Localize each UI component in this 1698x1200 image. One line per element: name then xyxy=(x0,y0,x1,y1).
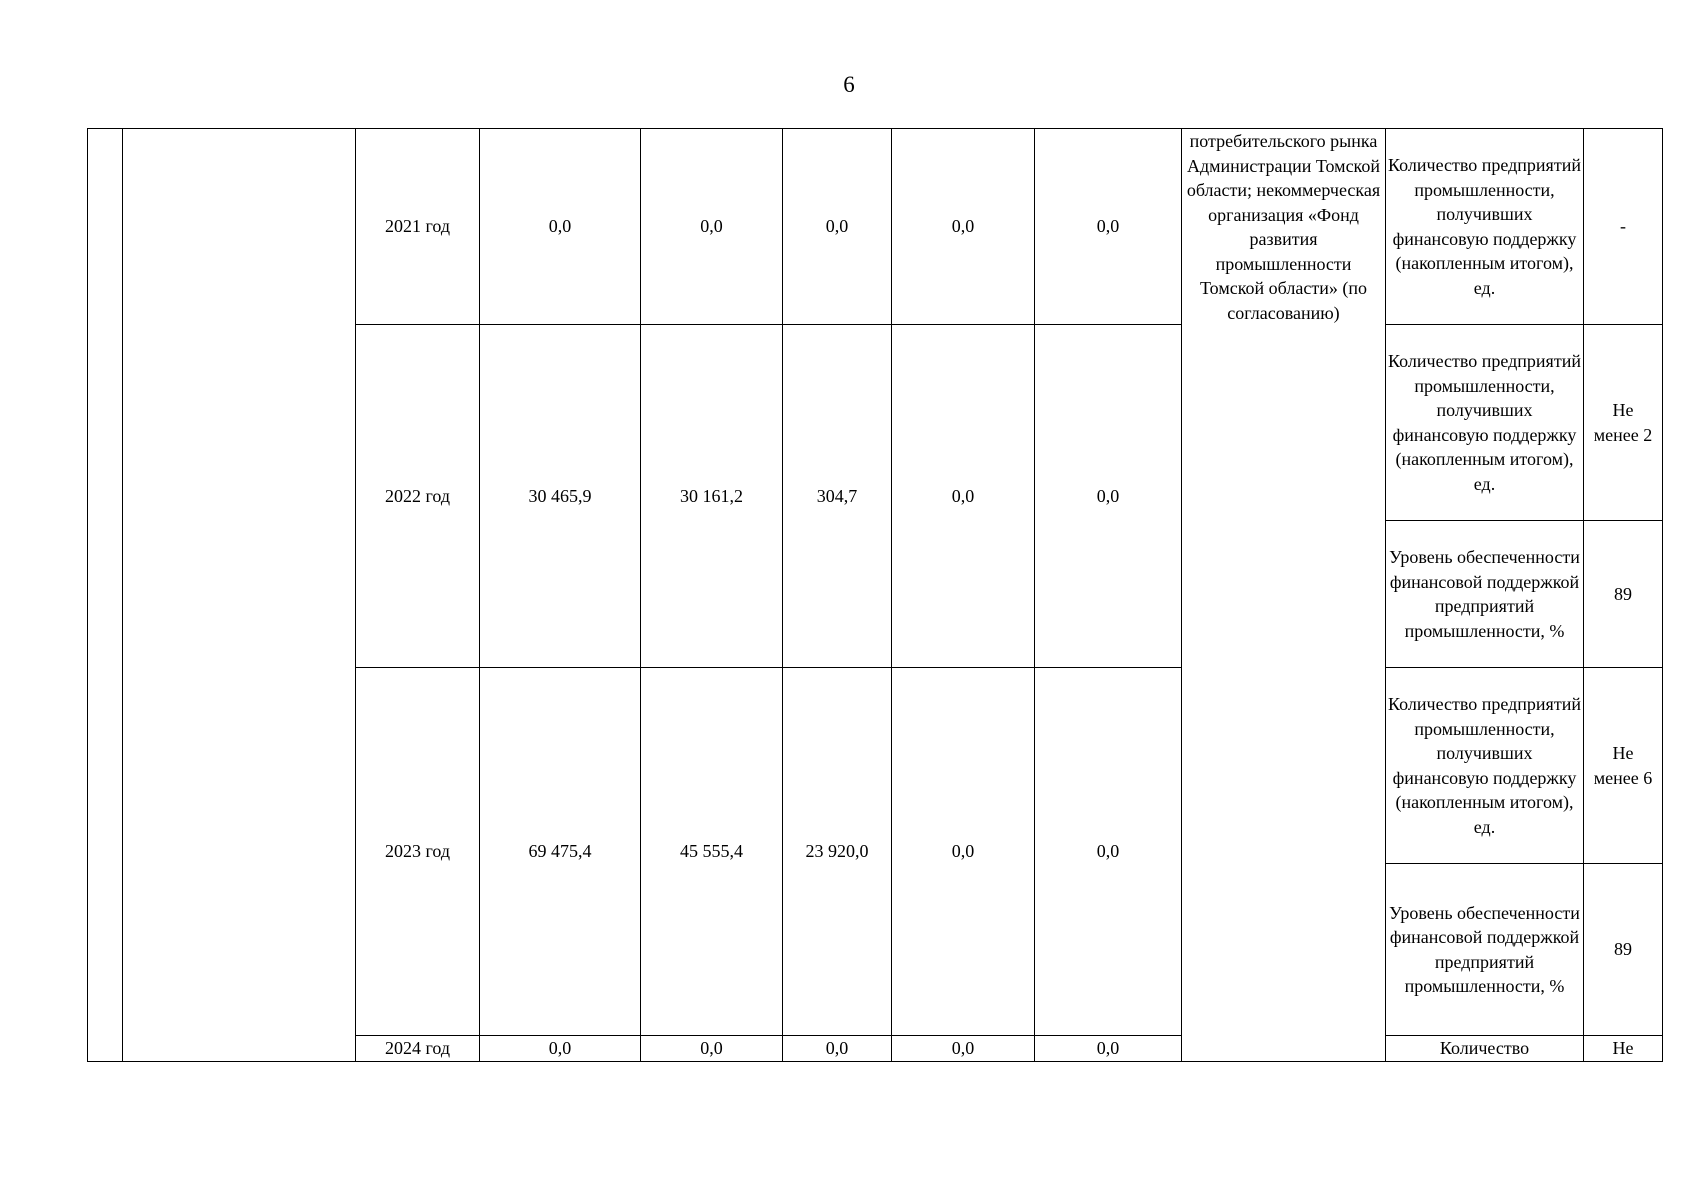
indicator-name-cell: Количество предприятий промышленности, получивших финансовую поддержку (накопленным итогом), ед. xyxy=(1386,129,1584,325)
value-cell: 0,0 xyxy=(892,668,1035,1036)
indicator-name-cell: Количество предприятий промышленности, получивших финансовую поддержку (накопленным итогом), ед. xyxy=(1386,325,1584,521)
indicator-name-cell: Уровень обеспеченности финансовой поддержкой предприятий промышленности, % xyxy=(1386,864,1584,1036)
table-row xyxy=(88,129,1663,325)
value-cell: 0,0 xyxy=(1035,668,1182,1036)
indicator-value-cell: 89 xyxy=(1584,864,1663,1036)
year-cell: 2022 год xyxy=(356,325,480,668)
year-cell: 2021 год xyxy=(356,129,480,325)
value-cell: 0,0 xyxy=(783,129,892,325)
page-number: 6 xyxy=(843,72,855,97)
indicator-value-cell: Не xyxy=(1584,1036,1663,1062)
value-cell: 0,0 xyxy=(480,129,641,325)
number-column-cell xyxy=(88,129,123,1062)
value-cell: 0,0 xyxy=(1035,325,1182,668)
value-cell: 0,0 xyxy=(641,1036,783,1062)
value-cell: 0,0 xyxy=(480,1036,641,1062)
value-cell: 45 555,4 xyxy=(641,668,783,1036)
value-cell: 0,0 xyxy=(641,129,783,325)
value-cell: 0,0 xyxy=(783,1036,892,1062)
indicator-name-cell: Уровень обеспеченности финансовой поддержкой предприятий промышленности, % xyxy=(1386,521,1584,668)
value-cell: 304,7 xyxy=(783,325,892,668)
indicator-value: Не менее 2 xyxy=(1593,400,1653,445)
measure-name-cell xyxy=(123,129,356,1062)
indicator-value-cell: 89 xyxy=(1584,521,1663,668)
program-table xyxy=(87,128,1663,1062)
indicator-value: Не менее 6 xyxy=(1593,743,1653,788)
indicator-name-cell: Количество xyxy=(1386,1036,1584,1062)
value-cell: 0,0 xyxy=(892,129,1035,325)
indicator-value-cell: - xyxy=(1584,129,1663,325)
value-cell: 30 465,9 xyxy=(480,325,641,668)
value-cell: 0,0 xyxy=(892,325,1035,668)
indicator-name-cell: Количество предприятий промышленности, получивших финансовую поддержку (накопленным итогом), ед. xyxy=(1386,668,1584,864)
value-cell: 0,0 xyxy=(892,1036,1035,1062)
value-cell: 0,0 xyxy=(1035,1036,1182,1062)
value-cell: 23 920,0 xyxy=(783,668,892,1036)
value-cell: 0,0 xyxy=(1035,129,1182,325)
value-cell: 30 161,2 xyxy=(641,325,783,668)
indicator-value-cell xyxy=(1584,325,1663,521)
value-cell: 69 475,4 xyxy=(480,668,641,1036)
indicator-value-cell xyxy=(1584,668,1663,864)
year-cell: 2023 год xyxy=(356,668,480,1036)
executor-cell: потребительского рынка Администрации Томской области; некоммерческая организация «Фонд развития промышленности Томской области» (по согласованию) xyxy=(1182,129,1386,1062)
year-cell: 2024 год xyxy=(356,1036,480,1062)
